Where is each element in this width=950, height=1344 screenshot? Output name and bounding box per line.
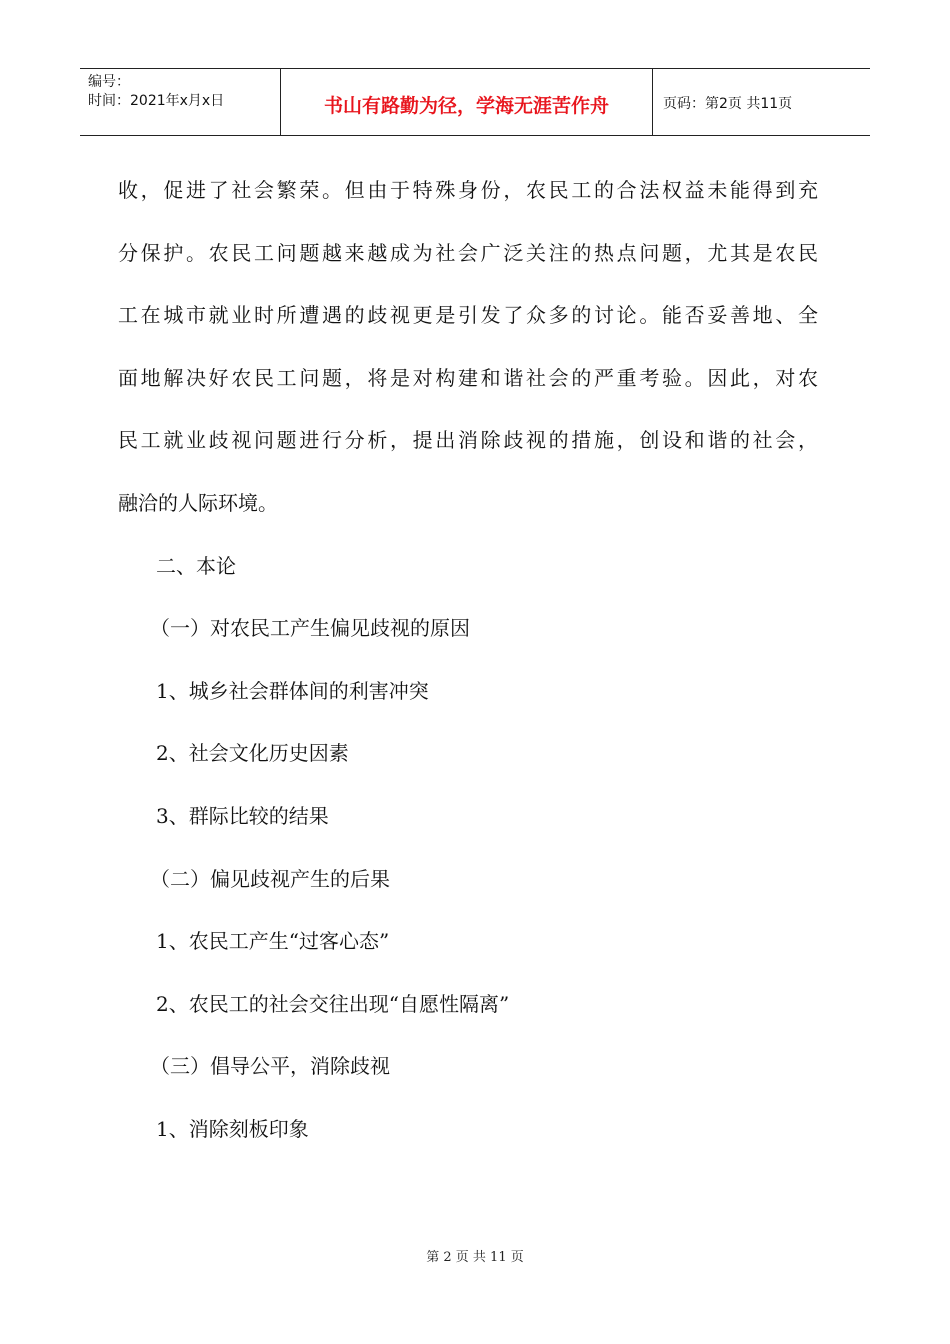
header-meta-cell xyxy=(80,69,281,135)
paragraph-line: 面地解决好农民工问题，将是对构建和谐社会的严重考验。因此，对农 xyxy=(118,365,818,390)
subsection-heading: （一）对农民工产生偏见歧视的原因 xyxy=(150,616,470,641)
outline-item: 1、消除刻板印象 xyxy=(156,1116,309,1141)
header-page-info: 页码：第2页 共11页 xyxy=(663,96,793,112)
page-footer: 第 2 页 共 11 页 xyxy=(426,1250,524,1265)
subsection-heading: （三）倡导公平，消除歧视 xyxy=(150,1054,390,1079)
outline-item: 3、群际比较的结果 xyxy=(156,803,329,828)
outline-item: 1、农民工产生“过客心态” xyxy=(156,929,390,954)
section-heading: 二、本论 xyxy=(156,553,236,578)
document-date-label: 时间：2021年x月x日 xyxy=(88,93,225,109)
page-header xyxy=(80,68,870,136)
paragraph-line: 工在城市就业时所遭遇的歧视更是引发了众多的讨论。能否妥善地、全 xyxy=(118,303,818,328)
paragraph-line: 分保护。农民工问题越来越成为社会广泛关注的热点问题，尤其是农民 xyxy=(118,240,818,265)
outline-item: 2、农民工的社会交往出现“自愿性隔离” xyxy=(156,991,510,1016)
paragraph-line: 民工就业歧视问题进行分析，提出消除歧视的措施，创设和谐的社会， xyxy=(118,428,818,453)
header-motto: 书山有路勤为径，学海无涯苦作舟 xyxy=(281,69,653,135)
outline-item: 2、社会文化历史因素 xyxy=(156,741,349,766)
outline-item: 1、城乡社会群体间的利害冲突 xyxy=(156,678,429,703)
document-body xyxy=(118,167,818,1169)
document-number-label: 编号： xyxy=(88,74,130,90)
paragraph-line: 融洽的人际环境。 xyxy=(118,490,278,515)
subsection-heading: （二）偏见歧视产生的后果 xyxy=(150,866,390,891)
paragraph-line: 收，促进了社会繁荣。但由于特殊身份，农民工的合法权益未能得到充 xyxy=(118,178,818,202)
